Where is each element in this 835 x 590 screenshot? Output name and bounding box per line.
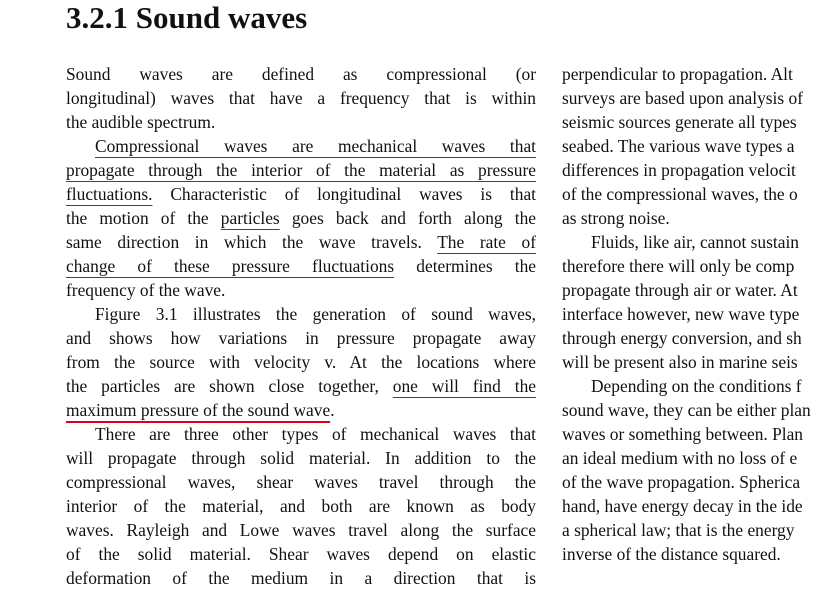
text-line: as strong noise. xyxy=(562,208,670,228)
text-segment: waves. Rayleigh and Lowe waves travel along the surface xyxy=(66,520,536,540)
text-segment: goes back and forth along the xyxy=(279,208,536,228)
text-line: perpendicular to propagation. Alt xyxy=(562,64,793,84)
text-segment: interior of the material, and both are known as body xyxy=(66,496,536,516)
text-line xyxy=(66,422,536,446)
underlined-phrase: fluctuations. xyxy=(66,184,153,204)
text-line xyxy=(66,446,536,470)
text-segment: longitudinal) waves that have a frequency that is within xyxy=(66,88,536,108)
text-line xyxy=(66,518,536,542)
text-segment: determines the xyxy=(394,256,536,276)
text-line xyxy=(66,494,536,518)
underlined-phrase: particles xyxy=(220,208,280,228)
text-line: of the wave propagation. Spherica xyxy=(562,472,801,492)
text-segment: same direction in which the wave travels. xyxy=(66,232,438,252)
underlined-phrase: The rate of xyxy=(437,232,536,252)
left-text-column xyxy=(66,62,536,590)
text-line xyxy=(66,134,536,158)
section-heading: 3.2.1 Sound waves xyxy=(66,0,308,35)
text-line: an ideal medium with no loss of e xyxy=(562,448,798,468)
text-line: of the compressional waves, the o xyxy=(562,184,798,204)
text-segment: There are three other types of mechanical waves that xyxy=(95,424,536,444)
text-line xyxy=(66,326,536,350)
text-segment: will propagate through solid material. In addition to the xyxy=(66,448,536,468)
text-segment: frequency of the wave. xyxy=(66,280,226,300)
text-line: Depending on the conditions f xyxy=(591,376,802,396)
right-text-column xyxy=(562,62,835,566)
text-line xyxy=(66,278,536,302)
text-line: waves or something between. Plan xyxy=(562,424,803,444)
underlined-phrase: one will find the xyxy=(392,376,536,396)
underlined-phrase: change of these pressure fluctuations xyxy=(66,256,395,276)
text-line: differences in propagation velocit xyxy=(562,160,796,180)
text-segment: Figure 3.1 illustrates the generation of sound waves, xyxy=(95,304,536,324)
text-segment: the motion of the xyxy=(66,208,221,228)
text-line xyxy=(66,398,536,422)
text-line xyxy=(66,350,536,374)
text-line: will be present also in marine seis xyxy=(562,352,798,372)
text-line xyxy=(66,542,536,566)
text-line xyxy=(66,470,536,494)
text-line: hand, have energy decay in the ide xyxy=(562,496,803,516)
text-line: inverse of the distance squared. xyxy=(562,544,781,564)
text-line: surveys are based upon analysis of xyxy=(562,88,803,108)
text-line xyxy=(66,86,536,110)
text-segment: Sound waves are defined as compressional (or xyxy=(66,64,536,84)
text-line: propagate through air or water. At xyxy=(562,280,798,300)
text-line xyxy=(66,182,536,206)
underlined-phrase: Compressional waves are mechanical waves that xyxy=(95,136,536,156)
text-segment: . xyxy=(330,400,335,420)
text-segment: and shows how variations in pressure propagate away xyxy=(66,328,536,348)
text-line xyxy=(66,158,536,182)
text-segment: the particles are shown close together, xyxy=(66,376,393,396)
text-line xyxy=(66,566,536,590)
text-line: Fluids, like air, cannot sustain xyxy=(591,232,799,252)
text-segment: deformation of the medium in a direction that is xyxy=(66,568,536,588)
text-segment: from the source with velocity v. At the locations where xyxy=(66,352,536,372)
text-line xyxy=(66,302,536,326)
text-line xyxy=(66,374,536,398)
underlined-phrase: maximum pressure of the sound wave xyxy=(66,400,331,420)
text-line xyxy=(66,254,536,278)
underlined-phrase: propagate through the interior of the material as pressure xyxy=(66,160,536,180)
text-line: through energy conversion, and sh xyxy=(562,328,802,348)
text-segment: compressional waves, shear waves travel through the xyxy=(66,472,536,492)
text-segment: the audible spectrum. xyxy=(66,112,216,132)
text-line: a spherical law; that is the energy xyxy=(562,520,795,540)
text-segment: Characteristic of longitudinal waves is that xyxy=(152,184,536,204)
text-line: therefore there will only be comp xyxy=(562,256,795,276)
text-line xyxy=(66,110,536,134)
text-line: interface however, new wave type xyxy=(562,304,800,324)
text-line xyxy=(66,62,536,86)
text-line: seismic sources generate all types xyxy=(562,112,797,132)
text-line xyxy=(66,230,536,254)
text-line: seabed. The various wave types a xyxy=(562,136,795,156)
text-line: sound wave, they can be either plan xyxy=(562,400,811,420)
text-segment: of the solid material. Shear waves depend on elastic xyxy=(66,544,536,564)
text-line xyxy=(66,206,536,230)
